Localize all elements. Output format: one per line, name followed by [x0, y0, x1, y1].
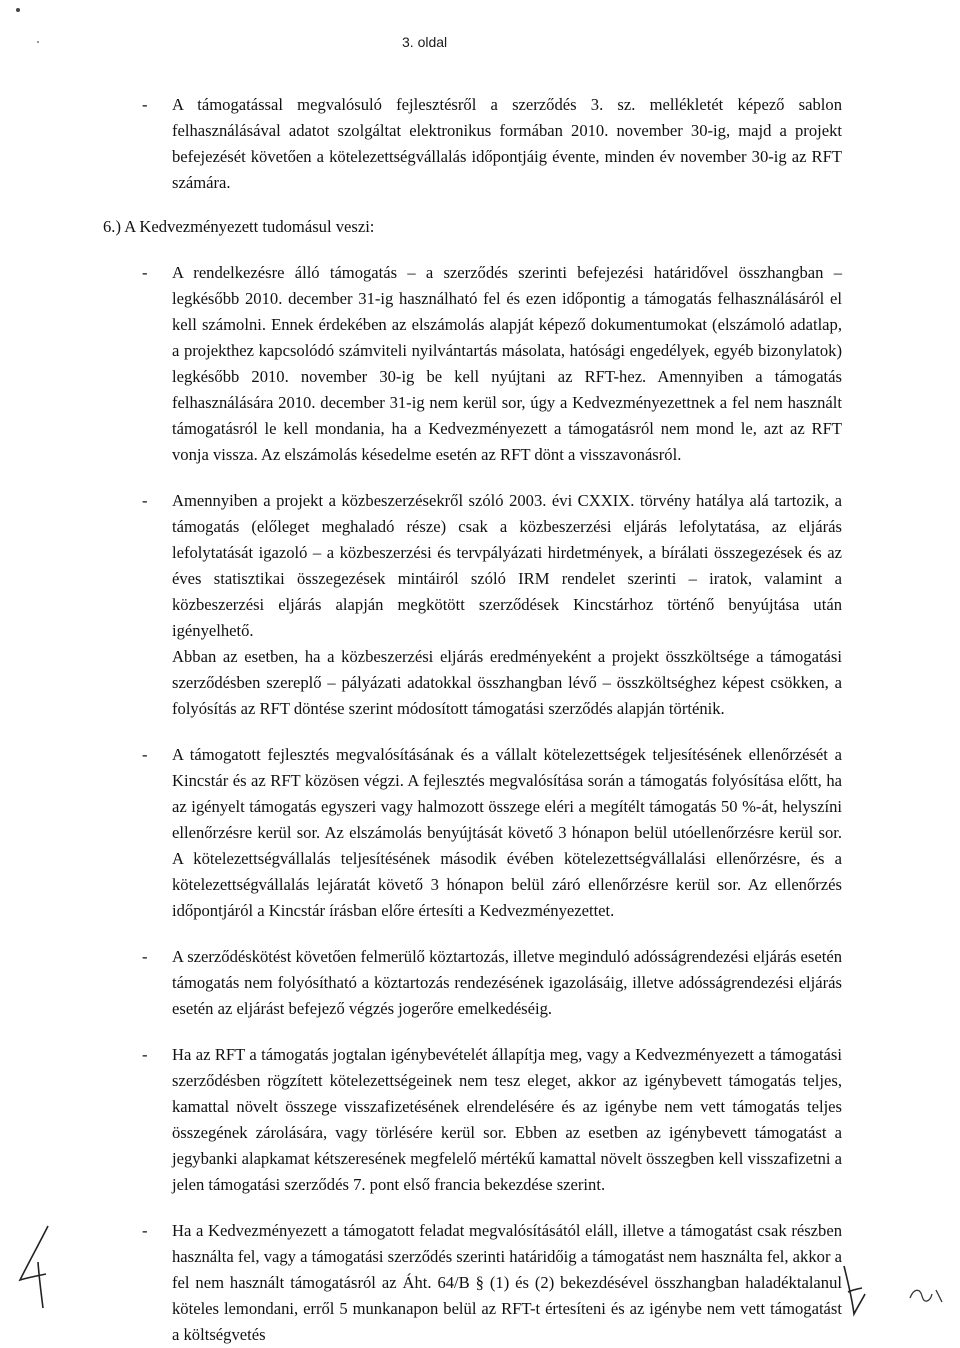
- list-item: [136, 742, 842, 924]
- handwritten-signature-mark: [838, 1262, 868, 1324]
- bullet-dash: -: [142, 491, 148, 510]
- list-item: [136, 1042, 842, 1198]
- list-item-text: Ha az RFT a támogatás jogtalan igénybevételét állapítja meg, vagy a Kedvezményezett a támogatási szerződésben rögzített kötelezettségeinek nem tesz eleget, akkor az igénybevett támogatás teljes, kamattal növelt összege visszafizetésének elrendelésére és az igénybe nem vett támogatás teljes összegének zárolására, vagy törlésére kerül sor. Ebben az esetben az igénybevett támogatást a jegybanki alapkamat kétszeresének megfelelő mértékű kamattal növelt összegben kell visszafizetni a jelen támogatási szerződés 7. pont első francia bekezdése szerint.: [172, 1045, 842, 1194]
- bullet-dash: -: [142, 947, 148, 966]
- list-item-text: A támogatással megvalósuló fejlesztésről a szerződés 3. sz. mellékletét képező sablon felhasználásával adatot szolgáltat elektronikus formában 2010. november 30-ig, majd a projekt befejezését követően a kötelezettségvállalás időpontjáig évente, minden év november 30-ig az RFT számára.: [172, 95, 842, 192]
- stamp-fragment-mark: [906, 1280, 946, 1310]
- list-item-text: Amennyiben a projekt a közbeszerzésekről szóló 2003. évi CXXIX. törvény hatálya alá tartozik, a támogatás (előleget meghaladó része) csak a közbeszerzési eljárás lefolytatása, az eljárás lefolytatását igazoló – a közbeszerzési és tervpályázati hirdetmények, a bírálati összegezések és az éves statisztikai összegezések mintáiról szóló IRM rendelet szerinti – iratok, valamint a közbeszerzési eljárás alapján megkötött szerződések Kincstárhoz történő benyújtása után igényelhető.: [172, 491, 842, 640]
- section-heading: 6.) A Kedvezményezett tudomásul veszi:: [103, 217, 375, 236]
- bullet-dash: -: [142, 263, 148, 282]
- bullet-dash: -: [142, 745, 148, 764]
- list-item-text: A rendelkezésre álló támogatás – a szerződés szerinti befejezési határidővel összhangban – legkésőbb 2010. december 31-ig használható fel és ezen időpontig a támogatás felhasználásáról el kell számolni. Ennek érdekében az elszámolás alapját képező dokumentumokat (elszámoló adatlap, a projekthez kapcsolódó számviteli nyilvántartás másolata, hatósági engedélyek, egyéb bizonylatok) legkésőbb 2010. november 30-ig be kell nyújtani az RFT-hez. Amennyiben a támogatás felhasználására 2010. december 31-ig nem kerül sor, úgy a Kedvezményezettnek a fel nem használt támogatásról le kell mondania, ha a Kedvezményezett a támogatásról nem mond le, azt az RFT vonja vissza. Az elszámolás késedelme esetén az RFT dönt a visszavonásról.: [172, 263, 842, 464]
- bullet-dash: -: [142, 95, 148, 114]
- list-item: [136, 488, 842, 644]
- list-item: [136, 1218, 842, 1348]
- handwritten-initial-left: [12, 1222, 62, 1312]
- list-item-text: A támogatott fejlesztés megvalósításának és a vállalt kötelezettségek teljesítésének ellenőrzését a Kincstár és az RFT közösen végzi. A fejlesztés megvalósítása során a támogatás folyósítása előtt, ha az igényelt támogatás egyszeri vagy halmozott összege eléri a megítélt támogatás 50 %-át, helyszíni ellenőrzésre kerül sor. Az elszámolás benyújtását követő 3 hónapon belül utóellenőrzésre kerül sor. A kötelezettségvállalás teljesítésének második évében kötelezettségvállalási ellenőrzésre, és a kötelezettségvállalás lejáratát követő 3 hónapon belül záró ellenőrzésre kerül sor. Az ellenőrzés időpontjáról a Kincstár írásban előre értesíti a Kedvezményezettet.: [172, 745, 842, 920]
- document-body: [103, 92, 842, 1348]
- list-item: [136, 944, 842, 1022]
- page-number-label: 3. oldal: [402, 34, 448, 50]
- scan-speck-mark: [36, 40, 42, 46]
- scan-dot-mark: [14, 6, 26, 18]
- bullet-dash: -: [142, 1221, 148, 1240]
- list-item: [136, 260, 842, 468]
- list-item: [136, 92, 842, 196]
- list-item-text: Ha a Kedvezményezett a támogatott feladat megvalósításától eláll, illetve a támogatást csak részben használta fel, vagy a támogatási szerződés szerinti határidőig a támogatást nem használta fel, akkor a fel nem használt támogatásról az Áht. 64/B § (1) és (2) bekezdésével összhangban haladéktalanul köteles lemondani, erről 5 munkanapon belül az RFT-t értesíteni és az igénybe nem vett támogatást a költségvetés: [172, 1221, 842, 1344]
- bullet-dash: -: [142, 1045, 148, 1064]
- list-item-text: A szerződéskötést követően felmerülő köztartozás, illetve meginduló adósságrendezési eljárás esetén támogatás nem folyósítható a köztartozás rendezésének igazolásáig, illetve adósságrendezési eljárás esetén az eljárást befejező végzés jogerőre emelkedéséig.: [172, 947, 842, 1018]
- list-item-continuation: Abban az esetben, ha a közbeszerzési eljárás eredményeként a projekt összköltsége a támogatási szerződésben szereplő – pályázati adatokkal összhangban lévő – összköltséghez képest csökken, a folyósítás az RFT döntése szerint módosított támogatási szerződés alapján történik.: [172, 647, 842, 718]
